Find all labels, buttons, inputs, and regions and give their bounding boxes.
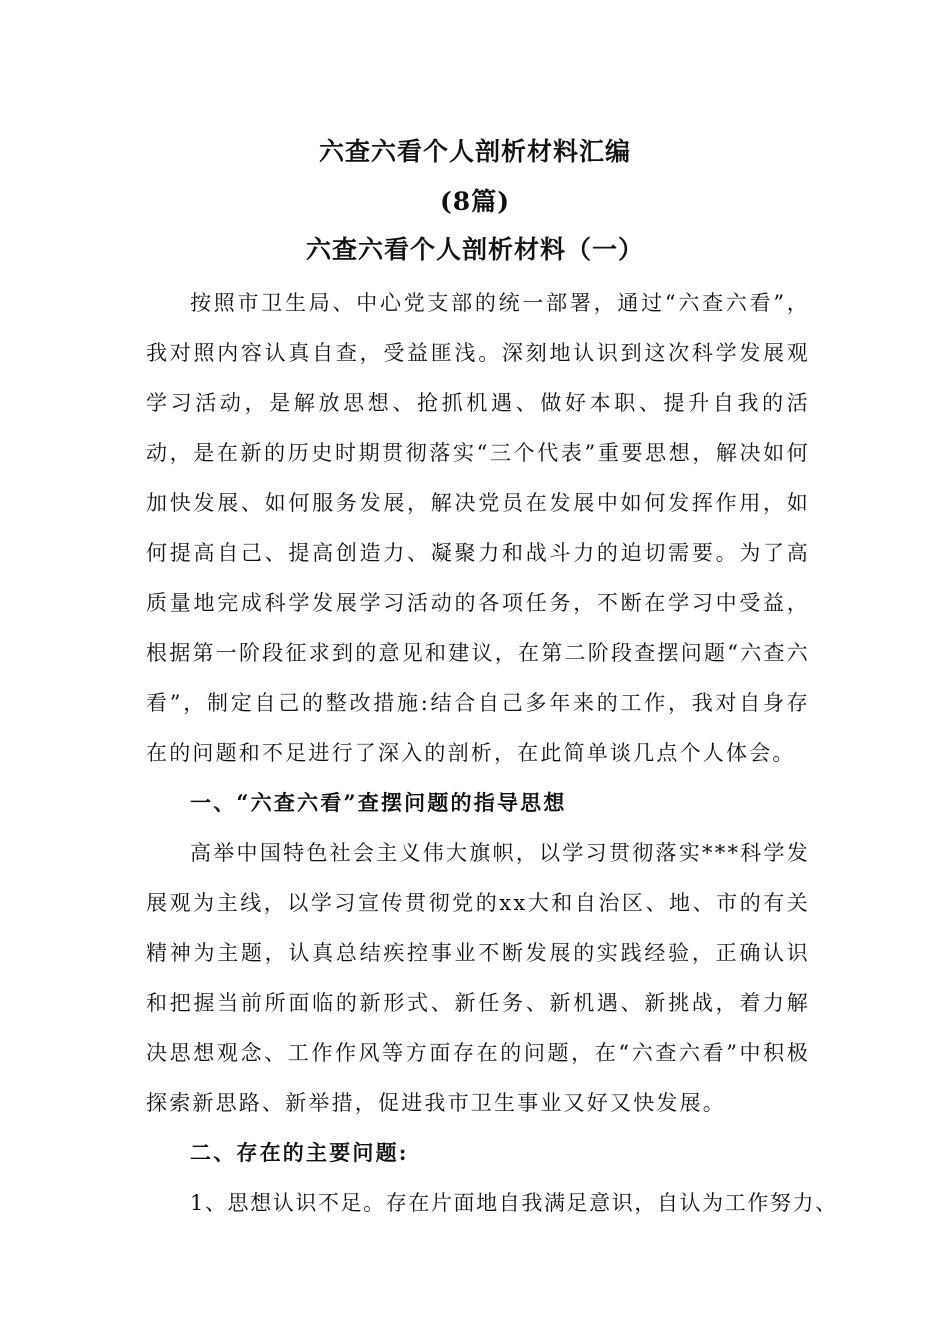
guiding-thought-paragraph: 高举中国特色社会主义伟大旗帜，以学习贯彻落实***科学发展观为主线，以学习宣传贯彻党的xx大和自治区、地、市的有关精神为主题，认真总结疾控事业不断发展的实践经验，正确认识和把握当前所面临的新形式、新任务、新机遇、新挑战，着力解决思想观念、工作作风等方面存在的问题，在“六查六看”中积极探索新思路、新举措，促进我市卫生事业又好又快发展。 — [146, 841, 810, 1115]
document-subtitle: (8篇) — [439, 187, 511, 216]
heading-guiding-thought: 一、“六查六看”查摆问题的指导思想 — [190, 790, 567, 815]
problem-item-1: 1、思想认识不足。存在片面地自我满足意识，自认为工作努力、 — [190, 1191, 838, 1215]
section-title: 六查六看个人剖析材料（一） — [305, 235, 644, 264]
document-title: 六查六看个人剖析材料汇编 — [318, 137, 631, 166]
intro-paragraph: 按照市卫生局、中心党支部的统一部署，通过“六查六看”，我对照内容认真自查，受益匪浅。深刻地认识到这次科学发展观学习活动，是解放思想、抢抓机遇、做好本职、提升自我的活动，是在新的历史时期贯彻落实“三个代表”重要思想，解决如何加快发展、如何服务发展，解决党员在发展中如何发挥作用，如何提高自己、提高创造力、凝聚力和战斗力的迫切需要。为了高质量地完成科学发展学习活动的各项任务，不断在学习中受益，根据第一阶段征求到的意见和建议，在第二阶段查摆问题“六查六看”，制定自己的整改措施:结合自己多年来的工作，我对自身存在的问题和不足进行了深入的剖析，在此简单谈几点个人体会。 — [146, 291, 810, 765]
heading-main-problems: 二、存在的主要问题: — [190, 1140, 409, 1165]
